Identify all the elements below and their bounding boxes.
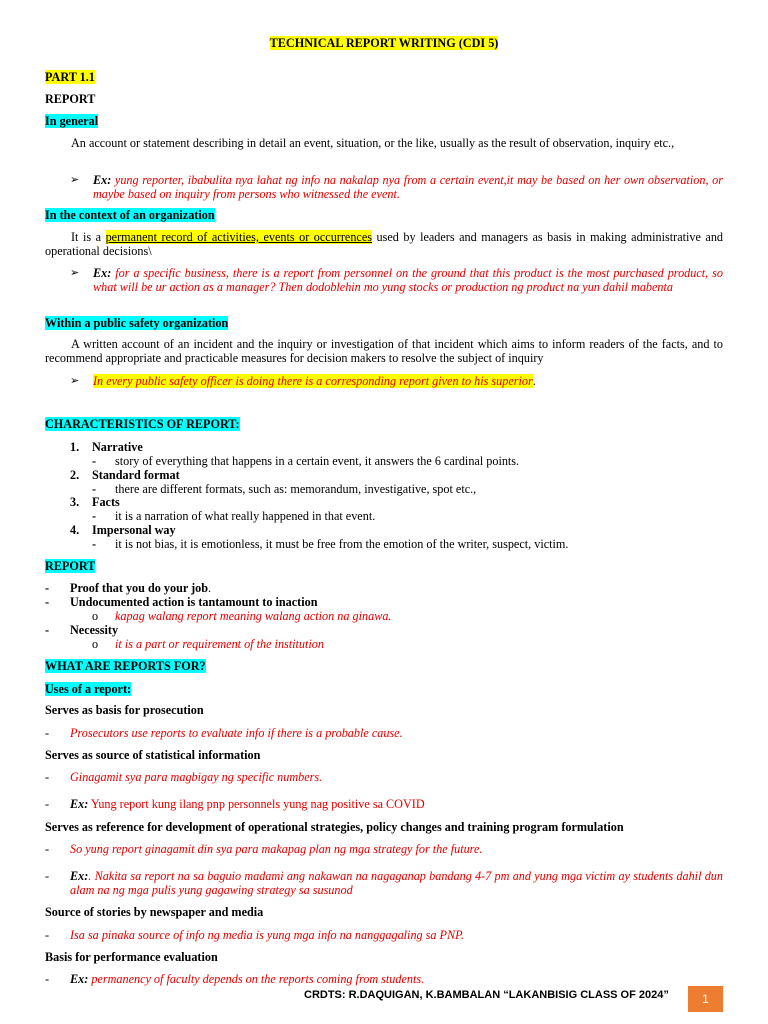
list-item: 4. Impersonal way (70, 523, 176, 537)
use-title: Source of stories by newspaper and media (45, 905, 264, 919)
what-for-heading: WHAT ARE REPORTS FOR? (45, 659, 206, 673)
report-heading: REPORT (45, 92, 96, 106)
in-general-example: ➢ Ex: yung reporter, ibabulita nya lahat ng info na nakalap nya from a certain event,it may be based on her own observation, or maybe based on inquiry from persons who witnessed the event. (70, 173, 723, 201)
in-general-text: An account or statement describing in detail an event, situation, or the like, usually as the result of observation, inquiry etc., (71, 136, 675, 150)
in-general-heading: In general (45, 114, 99, 128)
list-item-desc: - it is a narration of what really happened in that event. (92, 509, 376, 523)
list-item-desc: - it is not bias, it is emotionless, it must be free from the emotion of the writer, suspect, victim. (92, 537, 569, 551)
use-line: - Ex: permanency of faculty depends on the reports coming from students. (45, 972, 425, 986)
circle-bullet-icon: o (92, 609, 99, 623)
use-title: Serves as reference for development of operational strategies, policy changes and training program formulation (45, 820, 624, 834)
list-item: - Proof that you do your job. (45, 581, 212, 595)
arrow-bullet-icon: ➢ (70, 174, 80, 186)
page-number: 1 (688, 986, 723, 1012)
org-context-text: It is a permanent record of activities, events or occurrences used by leaders and managers as basis in making administrative and operational decisions\ (45, 230, 724, 258)
list-item: - Necessity (45, 623, 119, 637)
use-line: - So yung report ginagamit din sya para makapag plan ng mga strategy for the future. (45, 842, 483, 856)
org-context-heading: In the context of an organization (45, 208, 215, 222)
public-safety-text: A written account of an incident and the inquiry or investigation of that incident which aims to inform readers of the facts, and to recommend appropriate and practicable measures for decision makers to resolve the subject of inquiry (45, 337, 723, 365)
use-line: - Ex: Yung report kung ilang pnp personnels yung nag positive sa COVID (45, 797, 425, 811)
list-item: - Undocumented action is tantamount to inaction (45, 595, 318, 609)
circle-bullet-icon: o (92, 637, 99, 651)
list-item-desc: - there are different formats, such as: memorandum, investigative, spot etc., (92, 482, 477, 496)
public-safety-example: ➢ In every public safety officer is doing there is a corresponding report given to his superior. (70, 374, 536, 388)
use-title: Serves as source of statistical information (45, 748, 261, 762)
list-item: 3. Facts (70, 495, 120, 509)
use-line: - Isa sa pinaka source of info ng media is yung mga info na nanggagaling sa PNP. (45, 928, 465, 942)
part-heading: PART 1.1 (45, 70, 95, 84)
use-line: - Ex:. Nakita sa report na sa baguio madami ang nakawan na nagaganap bandang 4-7 pm and yung mga victim ay students dahil dun alam na ng mga pulis yung gagawing strategy sa susunod (45, 869, 723, 897)
use-title: Serves as basis for prosecution (45, 703, 204, 717)
org-context-example: ➢ Ex: for a specific business, there is a report from personnel on the ground that this product is the most purchased product, so what will be ur action as a manager? Then dodoblehin mo yung stocks or production ng product na yun dahil mabenta (70, 266, 723, 294)
footer-credits: CRDTS: R.DAQUIGAN, K.BAMBALAN “LAKANBISIG CLASS OF 2024” (304, 989, 669, 1001)
arrow-bullet-icon: ➢ (70, 267, 80, 279)
use-line: - Ginagamit sya para magbigay ng specific numbers. (45, 770, 323, 784)
list-item-desc: - story of everything that happens in a certain event, it answers the 6 cardinal points. (92, 454, 520, 468)
use-title: Basis for performance evaluation (45, 950, 218, 964)
list-item: 1. Narrative (70, 440, 143, 454)
report-section-heading: REPORT (45, 559, 96, 573)
use-line: - Prosecutors use reports to evaluate info if there is a probable cause. (45, 726, 403, 740)
arrow-bullet-icon: ➢ (70, 375, 80, 387)
list-item-sub: o it is a part or requirement of the institution (92, 637, 324, 651)
document-title: TECHNICAL REPORT WRITING (CDI 5) (269, 36, 499, 50)
public-safety-heading: Within a public safety organization (45, 316, 229, 330)
list-item-sub: o kapag walang report meaning walang action na ginawa. (92, 609, 392, 623)
list-item: 2. Standard format (70, 468, 180, 482)
uses-heading: Uses of a report: (45, 682, 132, 696)
characteristics-heading: CHARACTERISTICS OF REPORT: (45, 417, 240, 431)
